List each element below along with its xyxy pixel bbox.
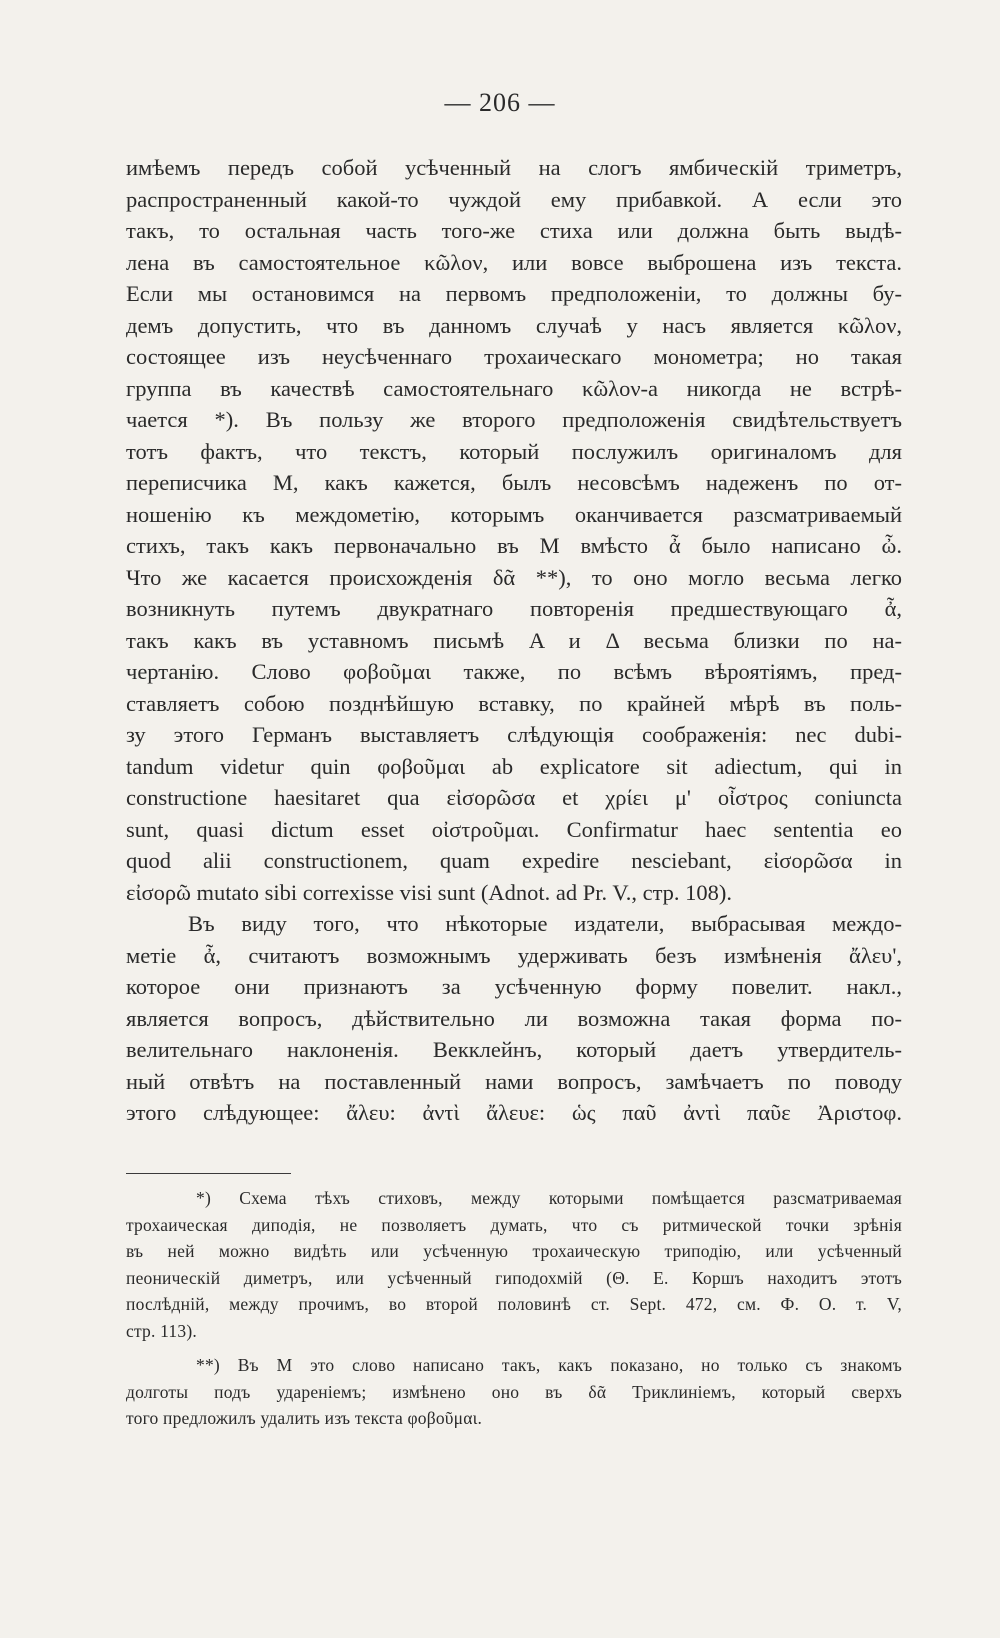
text-line: такъ какъ въ уставномъ письмѣ Α и Δ весьма близки по на- bbox=[126, 627, 902, 653]
text-line: ный отвѣтъ на поставленный нами вопросъ, замѣчаетъ по поводу bbox=[126, 1068, 902, 1094]
text-line: переписчика М, какъ кажется, былъ несовсѣмъ надеженъ по от- bbox=[126, 470, 902, 495]
text-line: чертанію. Слово φοβοῦμαι также, по всѣмъ вѣроятіямъ, пред- bbox=[126, 659, 902, 684]
text-line: ношенію къ междометію, которымъ оканчивается разсматриваемый bbox=[126, 501, 902, 527]
text-line: εἰσορῶ mutato sibi correxisse visi sunt (Adnot. ad Pr. V., стр. 108). bbox=[126, 879, 733, 905]
text-line: тотъ фактъ, что текстъ, который послужилъ оригиналомъ для bbox=[126, 438, 902, 464]
footnote-line: пеоническій диметръ, или усѣченный гиподохмій (Θ. Е. Коршъ находитъ этотъ bbox=[126, 1267, 902, 1288]
text-line: состоящее изъ неусѣченнаго трохаическаго монометра; но такая bbox=[126, 344, 902, 369]
text-line: возникнуть путемъ двукратнаго повторенія предшествующаго ἆ, bbox=[126, 596, 902, 621]
text-line: стихъ, такъ какъ первоначально въ М вмѣсто ἆ было написано ὦ. bbox=[126, 533, 902, 558]
text-line: Если мы остановимся на первомъ предположеніи, то должны бу- bbox=[126, 281, 902, 306]
text-line: quod alii constructionem, quam expedire nesciebant, εἰσορῶσα in bbox=[126, 848, 902, 873]
text-line: распространенный какой-то чуждой ему прибавкой. А если это bbox=[126, 186, 902, 212]
text-line: велительнаго наклоненія. Векклейнъ, который даетъ утвердитель- bbox=[126, 1037, 902, 1062]
text-line: зу этого Германъ выставляетъ слѣдующія соображенія: nec dubi- bbox=[126, 722, 902, 747]
footnote-line: **) Въ М это слово написано такъ, какъ показано, но только съ знакомъ bbox=[196, 1355, 902, 1375]
footnote-line: трохаическая диподія, не позволяетъ думать, что съ ритмической точки зрѣнія bbox=[126, 1214, 902, 1235]
text-line: демъ допустить, что въ данномъ случаѣ у насъ является κῶλον, bbox=[126, 312, 902, 338]
text-line: constructione haesitaret qua εἰσορῶσα et χρίει μ' οἶστρος coniuncta bbox=[126, 785, 902, 810]
footnote-line: долготы подъ удареніемъ; измѣнено оно въ δᾶ Триклиніемъ, который сверхъ bbox=[126, 1381, 902, 1402]
text-line: такъ, то остальная часть того-же стиха или должна быть выдѣ- bbox=[126, 218, 902, 243]
text-line: группа въ качествѣ самостоятельнаго κῶλον-а никогда не встрѣ- bbox=[126, 375, 902, 401]
text-line: лена въ самостоятельное κῶλον, или вовсе выброшена изъ текста. bbox=[126, 249, 902, 275]
text-line: sunt, quasi dictum esset οἰστροῦμαι. Confirmatur haec sententia eo bbox=[126, 816, 902, 842]
footnote-line: послѣдній, между прочимъ, во второй половинѣ ст. Sept. 472, см. Ф. О. т. V, bbox=[126, 1294, 902, 1314]
footnote-line: того предложилъ удалить изъ текста φοβοῦμαι. bbox=[126, 1408, 483, 1428]
text-line: Въ виду того, что нѣкоторые издатели, выбрасывая междо- bbox=[188, 911, 902, 936]
text-line: которое они признаютъ за усѣченную форму повелит. накл., bbox=[126, 974, 902, 999]
text-line: tandum videtur quin φοβοῦμαι ab explicatore sit adiectum, qui in bbox=[126, 753, 902, 779]
footnote-separator bbox=[126, 1173, 291, 1174]
text-line: этого слѣдующее: ἄλευ: ἀντὶ ἄλευε: ὡς παῦ ἀντὶ παῦε Ἀριστοφ. bbox=[126, 1100, 902, 1125]
footnote-line: *) Схема тѣхъ стиховъ, между которыми помѣщается разсматриваемая bbox=[196, 1188, 902, 1208]
main-text bbox=[126, 152, 902, 1129]
footnote-2 bbox=[126, 1352, 902, 1432]
text-line: является вопросъ, дѣйствительно ли возможна такая форма по- bbox=[126, 1005, 902, 1031]
text-line: ставляетъ собою позднѣйшую вставку, по крайней мѣрѣ въ поль- bbox=[126, 690, 902, 716]
page-number: — 206 — bbox=[444, 88, 556, 117]
footnote-line: въ ней можно видѣть или усѣченную трохаическую триподію, или усѣченный bbox=[126, 1241, 902, 1261]
text-line: чается *). Въ пользу же второго предположенія свидѣтельствуетъ bbox=[126, 407, 902, 432]
footnote-line: стр. 113). bbox=[126, 1320, 197, 1341]
text-line: имѣемъ передъ собой усѣченный на слогъ ямбическій триметръ, bbox=[126, 155, 902, 180]
text-line: метіе ἆ, считаютъ возможнымъ удерживать безъ измѣненія ἄλευ', bbox=[126, 942, 902, 968]
text-line: Что же касается происхожденія δᾶ **), то оно могло весьма легко bbox=[126, 564, 902, 590]
footnote-1 bbox=[126, 1185, 902, 1344]
